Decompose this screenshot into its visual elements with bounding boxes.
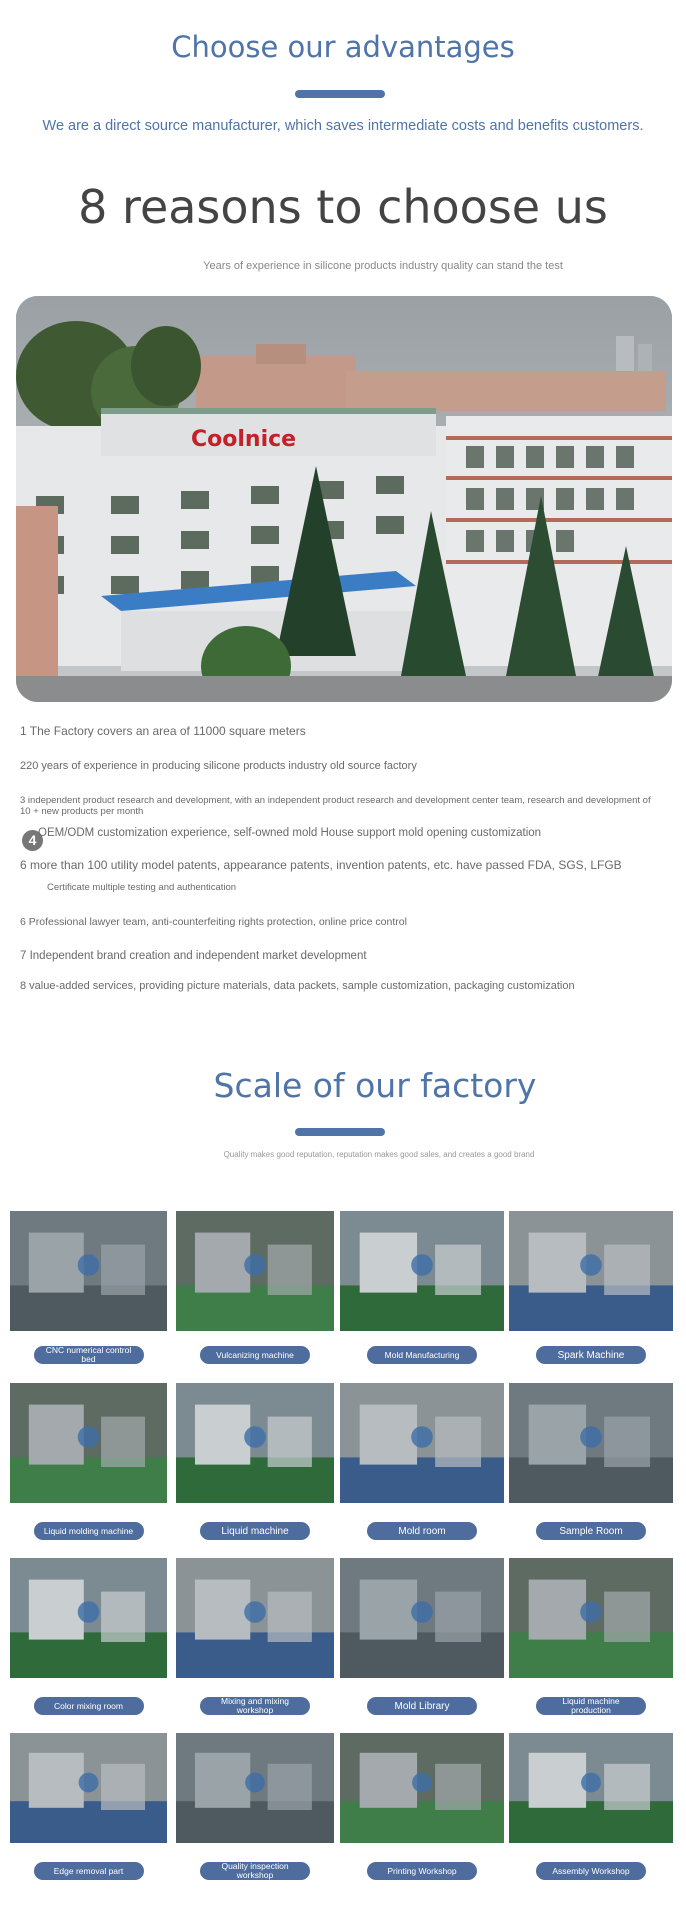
advantages-subtitle: We are a direct source manufacturer, which saves intermediate costs and benefits customers. bbox=[42, 118, 644, 134]
title-underline-bar bbox=[295, 90, 385, 98]
factory-photo-cell bbox=[340, 1211, 504, 1331]
factory-building-illustration bbox=[16, 296, 672, 702]
factory-photo-cell bbox=[10, 1211, 167, 1331]
factory-label-pill: Liquid machine bbox=[200, 1522, 310, 1540]
factory-photo bbox=[340, 1558, 504, 1678]
factory-photo bbox=[176, 1211, 334, 1331]
reason-item-4: OEM/ODM customization experience, self-owned mold House support mold opening customization bbox=[38, 827, 542, 839]
factory-label-pill: Assembly Workshop bbox=[536, 1862, 646, 1880]
factory-photo bbox=[176, 1558, 334, 1678]
factory-label-pill: Vulcanizing machine bbox=[200, 1346, 310, 1364]
factory-label-pill: Mold room bbox=[367, 1522, 477, 1540]
factory-photo-cell bbox=[10, 1733, 167, 1843]
factory-hero-photo bbox=[16, 296, 672, 702]
reason-item-8: 8 value-added services, providing picture materials, data packets, sample customization, packaging customization bbox=[20, 980, 575, 992]
factory-photo bbox=[176, 1383, 334, 1503]
number-badge: 4 bbox=[22, 830, 43, 851]
factory-photo-cell bbox=[509, 1733, 673, 1843]
reason-item-2: 220 years of experience in producing silicone products industry old source factory bbox=[20, 760, 417, 772]
factory-photo-cell bbox=[509, 1558, 673, 1678]
factory-photo bbox=[509, 1733, 673, 1843]
factory-photo bbox=[176, 1733, 334, 1843]
factory-photo bbox=[340, 1211, 504, 1331]
reason-item-1: 1 The Factory covers an area of 11000 square meters bbox=[20, 724, 306, 738]
factory-title-underline-bar bbox=[295, 1128, 385, 1136]
factory-photo-cell bbox=[10, 1558, 167, 1678]
factory-label-pill: Quality inspection workshop bbox=[200, 1862, 310, 1880]
factory-label-pill: Printing Workshop bbox=[367, 1862, 477, 1880]
factory-photo bbox=[10, 1211, 167, 1331]
factory-photo-cell bbox=[176, 1211, 334, 1331]
factory-photo-cell bbox=[176, 1733, 334, 1843]
factory-photo bbox=[509, 1383, 673, 1503]
reason-item-5: 6 more than 100 utility model patents, appearance patents, invention patents, etc. have passed FDA, SGS, LFGB bbox=[20, 858, 622, 872]
factory-photo bbox=[340, 1733, 504, 1843]
factory-photo-cell bbox=[509, 1383, 673, 1503]
reasons-title: 8 reasons to choose us bbox=[78, 180, 608, 234]
factory-label-pill: Color mixing room bbox=[34, 1697, 144, 1715]
reason-item-5-cont: Certificate multiple testing and authentication bbox=[47, 882, 237, 893]
factory-photo-cell bbox=[176, 1558, 334, 1678]
factory-subtitle: Quality makes good reputation, reputation makes good sales, and creates a good brand bbox=[223, 1150, 535, 1159]
factory-label-pill: Mold Manufacturing bbox=[367, 1346, 477, 1364]
factory-title: Scale of our factory bbox=[213, 1066, 537, 1105]
factory-label-pill: Liquid molding machine bbox=[34, 1522, 144, 1540]
factory-label-pill: Edge removal part bbox=[34, 1862, 144, 1880]
hero-sign-text: Coolnice bbox=[191, 427, 297, 452]
reason-item-3: 3 independent product research and development, with an independent product research and development center team, research and development of 10 + new products per month bbox=[20, 795, 651, 817]
factory-photo bbox=[10, 1733, 167, 1843]
factory-label-pill: Spark Machine bbox=[536, 1346, 646, 1364]
factory-label-pill: CNC numerical control bed bbox=[34, 1346, 144, 1364]
reason-item-7: 7 Independent brand creation and independent market development bbox=[20, 950, 367, 962]
factory-photo-cell bbox=[340, 1558, 504, 1678]
factory-label-pill: Sample Room bbox=[536, 1522, 646, 1540]
factory-photo-cell bbox=[176, 1383, 334, 1503]
factory-label-pill: Mixing and mixing workshop bbox=[200, 1697, 310, 1715]
factory-photo bbox=[10, 1558, 167, 1678]
factory-photo bbox=[509, 1558, 673, 1678]
reason-item-6: 6 Professional lawyer team, anti-counterfeiting rights protection, online price control bbox=[20, 916, 407, 928]
factory-photo bbox=[10, 1383, 167, 1503]
factory-photo-cell bbox=[509, 1211, 673, 1331]
factory-photo bbox=[509, 1211, 673, 1331]
factory-label-pill: Mold Library bbox=[367, 1697, 477, 1715]
factory-label-pill: Liquid machine production bbox=[536, 1697, 646, 1715]
factory-photo bbox=[340, 1383, 504, 1503]
factory-photo-cell bbox=[340, 1733, 504, 1843]
factory-photo-cell bbox=[340, 1383, 504, 1503]
factory-photo-cell bbox=[10, 1383, 167, 1503]
advantages-title: Choose our advantages bbox=[171, 30, 515, 64]
reasons-subtitle: Years of experience in silicone products industry quality can stand the test bbox=[203, 260, 563, 272]
